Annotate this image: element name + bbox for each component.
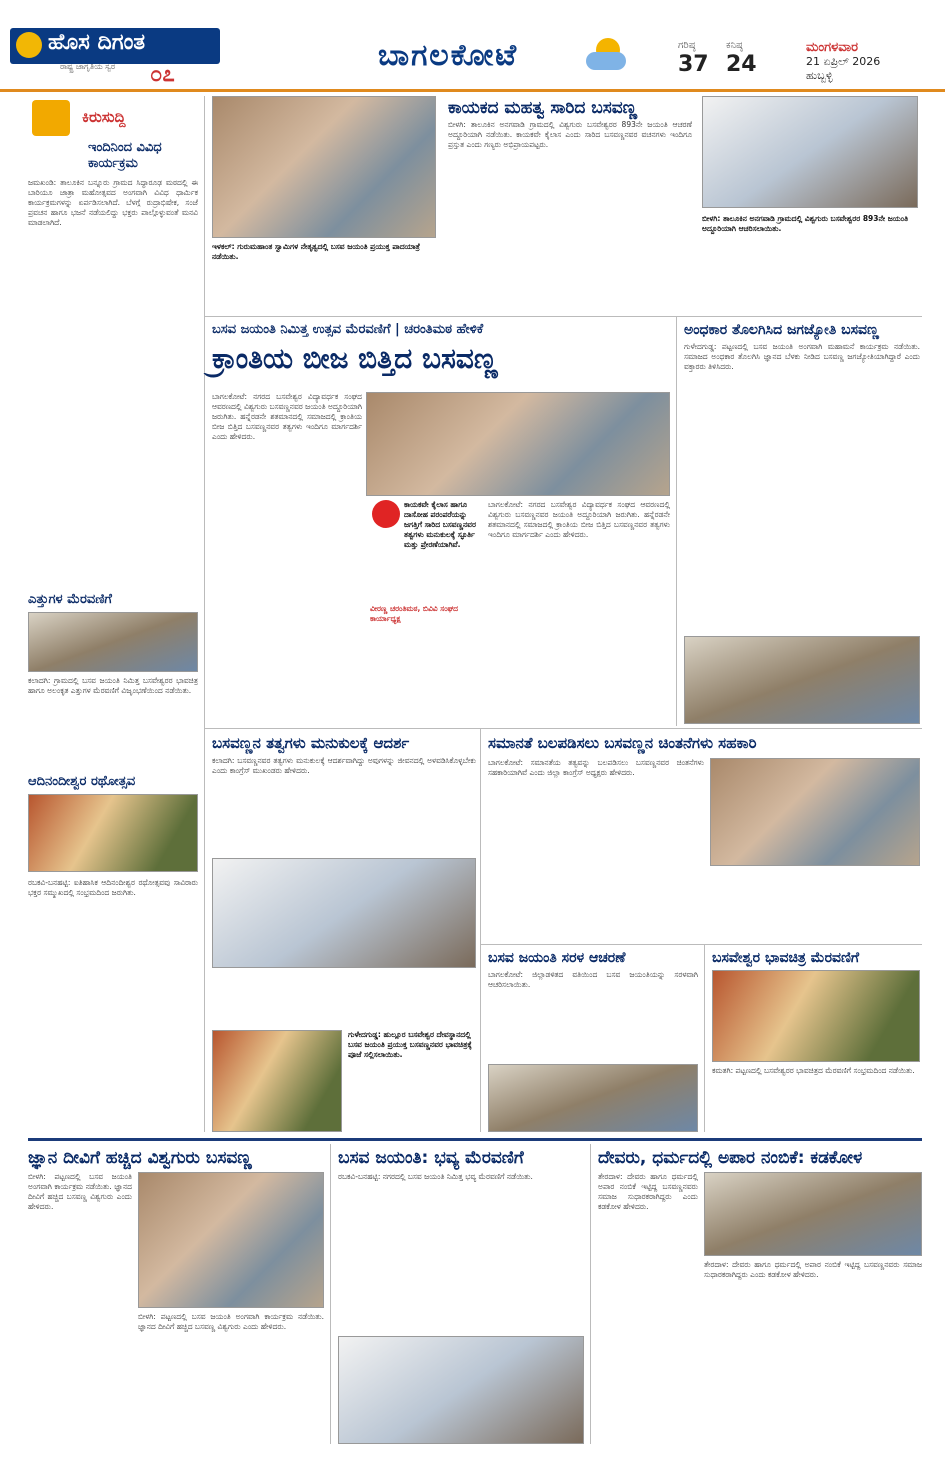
date-block — [806, 40, 880, 83]
section-divider — [480, 944, 922, 945]
felicitation-photo — [710, 758, 920, 866]
story-body: ಬಾಗಲಕೋಟೆ: ಸಮಾನತೆಯ ತತ್ವವನ್ನು ಬಲಪಡಿಸಲು ಬಸವಣ್ಣನವರ ಚಿಂತನೆಗಳು ಸಹಕಾರಿಯಾಗಿವೆ ಎಂದು ಜಿಲ್ಲಾ ಕಾಂಗ್ರೆಸ್ ಅಧ್ಯಕ್ಷರು ಹೇಳಿದರು. — [488, 758, 704, 777]
section-divider — [204, 316, 922, 317]
story-body: ಗುಳೇದಗುಡ್ಡ: ಪಟ್ಟಣದಲ್ಲಿ ಬಸವ ಜಯಂತಿ ಅಂಗವಾಗಿ ಮಹಾಮನೆ ಕಾರ್ಯಕ್ರಮ ನಡೆಯಿತು. ಸಮಾಜದ ಅಂಧಕಾರ ತೊಲಗಿಸಿ ಜ್ಞಾನದ ಬೆಳಕು ನೀಡಿದ ಬಸವಣ್ಣ ಜಗಜ್ಯೋತಿಯಾಗಿದ್ದಾರೆ ಎಂದು ವಕ್ತಾರರು ತಿಳಿಸಿದರು. — [684, 342, 920, 371]
story-body: ಜಮಖಂಡಿ: ತಾಲೂಕಿನ ಬನ್ನೂರು ಗ್ರಾಮದ ಸಿದ್ಧಾರೂಢ ಮಠದಲ್ಲಿ ಈ ಬಾರಿಯೂ ಜಾತ್ರಾ ಮಹೋತ್ಸವದ ಅಂಗವಾಗಿ ವಿವಿಧ ಧಾರ್ಮಿಕ ಕಾರ್ಯಕ್ರಮಗಳನ್ನು ಏರ್ಪಡಿಸಲಾಗಿದೆ. ಬೆಳಗ್ಗೆ ರುದ್ರಾಭಿಷೇಕ, ಸಂಜೆ ಪ್ರವಚನ ಹಾಗೂ ಭಜನೆ ನಡೆಯಲಿದ್ದು ಭಕ್ತರು ಪಾಲ್ಗೊಳ್ಳುವಂತೆ ಮನವಿ ಮಾಡಲಾಗಿದೆ. — [28, 178, 198, 227]
cloud-icon — [586, 52, 626, 70]
story-body: ಬಾಗಲಕೋಟೆ: ಜಿಲ್ಲಾಡಳಿತದ ವತಿಯಿಂದ ಬಸವ ಜಯಂತಿಯನ್ನು ಸರಳವಾಗಿ ಆಚರಿಸಲಾಯಿತು. — [488, 970, 698, 989]
ceremony-photo — [138, 1172, 324, 1308]
story-title: ಇಂದಿನಿಂದ ವಿವಿಧ ಕಾರ್ಯಕ್ರಮ — [88, 140, 162, 171]
logo-emblem-icon — [16, 32, 42, 58]
lead-body: ಬಾಗಲಕೋಟೆ: ನಗರದ ಬಸವೇಶ್ವರ ವಿದ್ಯಾವರ್ಧಕ ಸಂಘದ ಆವರಣದಲ್ಲಿ ವಿಶ್ವಗುರು ಬಸವಣ್ಣನವರ ಜಯಂತಿ ಅದ್ದೂರಿಯಾಗಿ ಜರುಗಿತು. ಹನ್ನೆರಡನೇ ಶತಮಾನದಲ್ಲಿ ಸಮಾಜದಲ್ಲಿ ಕ್ರಾಂತಿಯ ಬೀಜ ಬಿತ್ತಿದ ಬಸವಣ್ಣನವರ ತತ್ವಗಳು ಇಂದಿಗೂ ಮಾರ್ಗದರ್ಶಿ ಎಂದು ಹೇಳಿದರು. — [212, 392, 362, 441]
story-body-cont: ಬೀಳಗಿ: ಪಟ್ಟಣದಲ್ಲಿ ಬಸವ ಜಯಂತಿ ಅಂಗವಾಗಿ ಕಾರ್ಯಕ್ರಮ ನಡೆಯಿತು. ಜ್ಞಾನದ ದೀವಿಗೆ ಹಚ್ಚಿದ ಬಸವಣ್ಣ ವಿಶ್ವಗುರು ಎಂದು ಹೇಳಿದರು. — [138, 1312, 324, 1331]
section-divider — [204, 728, 922, 729]
story-title: ಎತ್ತುಗಳ ಮೆರವಣಿಗೆ — [28, 592, 112, 607]
story-body: ತೇರದಾಳ: ದೇವರು ಹಾಗೂ ಧರ್ಮದಲ್ಲಿ ಅಪಾರ ನಂಬಿಕೆ ಇಟ್ಟಿದ್ದ ಬಸವಣ್ಣನವರು ಸಮಾಜ ಸುಧಾರಕರಾಗಿದ್ದರು ಎಂದು ಕಡಕೋಳ ಹೇಳಿದರು. — [598, 1172, 698, 1211]
pull-quote: ಕಾಯಕವೇ ಕೈಲಾಸ ಹಾಗೂ ದಾಸೋಹ ಪರಂಪರೆಯನ್ನು ಜಗತ್ತಿಗೆ ಸಾರಿದ ಬಸವಣ್ಣನವರ ತತ್ವಗಳು ಮನುಕುಲಕ್ಕೆ ಸ್ಫೂರ್ತಿ ಮತ್ತು ಪ್ರೇರಣೆಯಾಗಿವೆ. — [404, 500, 476, 549]
max-temp: 37 — [678, 52, 709, 77]
newspaper-logo: ಹೊಸ ದಿಗಂತ — [10, 28, 220, 64]
lead-kicker: ಬಸವ ಜಯಂತಿ ನಿಮಿತ್ತ ಉತ್ಸವ ಮೆರವಣಿಗೆ | ಚರಂತಿಮಠ ಹೇಳಿಕೆ — [212, 322, 484, 337]
story-title: ಜ್ಞಾನ ದೀವಿಗೆ ಹಚ್ಚಿದ ವಿಶ್ವಗುರು ಬಸವಣ್ಣ — [28, 1148, 252, 1168]
story-body: ಕಲಾದಗಿ: ಬಸವಣ್ಣನವರ ತತ್ವಗಳು ಮನುಕುಲಕ್ಕೆ ಆದರ್ಶವಾಗಿದ್ದು ಅವುಗಳನ್ನು ಜೀವನದಲ್ಲಿ ಅಳವಡಿಸಿಕೊಳ್ಳಬೇಕು ಎಂದು ಕಾಂಗ್ರೆಸ್ ಮುಖಂಡರು ಹೇಳಿದರು. — [212, 756, 476, 775]
pooja-photo — [212, 1030, 342, 1132]
lead-photo — [366, 392, 670, 496]
photo-caption: ಬೀಳಗಿ: ತಾಲೂಕಿನ ಅನಗವಾಡಿ ಗ್ರಾಮದಲ್ಲಿ ವಿಶ್ವಗುರು ಬಸವೇಶ್ವರರ 893ನೇ ಜಯಂತಿ ಅದ್ದೂರಿಯಾಗಿ ಆಚರಿಸಲಾಯಿತು. — [702, 214, 909, 233]
story-title: ಆದಿನಂದೀಶ್ವರ ರಥೋತ್ಸವ — [28, 774, 136, 789]
quote-icon — [372, 500, 400, 528]
story-body: ಕಮತಗಿ: ಪಟ್ಟಣದಲ್ಲಿ ಬಸವೇಶ್ವರರ ಭಾವಚಿತ್ರದ ಮೆರವಣಿಗೆ ಸಂಭ್ರಮದಿಂದ ನಡೆಯಿತು. — [712, 1066, 915, 1075]
column-divider — [676, 316, 677, 726]
story-body: ಕಲಾದಗಿ: ಗ್ರಾಮದಲ್ಲಿ ಬಸವ ಜಯಂತಿ ನಿಮಿತ್ತ ಬಸವೇಶ್ವರರ ಭಾವಚಿತ್ರ ಹಾಗೂ ಅಲಂಕೃತ ಎತ್ತುಗಳ ಮೆರವಣಿಗೆ ವಿಜೃಂಭಣೆಯಿಂದ ನಡೆಯಿತು. — [28, 676, 198, 695]
chariot-photo — [28, 794, 198, 872]
story-body-cont: ತೇರದಾಳ: ದೇವರು ಹಾಗೂ ಧರ್ಮದಲ್ಲಿ ಅಪಾರ ನಂಬಿಕೆ ಇಟ್ಟಿದ್ದ ಬಸವಣ್ಣನವರು ಸಮಾಜ ಸುಧಾರಕರಾಗಿದ್ದರು ಎಂದು ಕಡಕೋಳ ಹೇಳಿದರು. — [704, 1260, 922, 1279]
officials-photo — [488, 1064, 698, 1132]
group-photo — [212, 858, 476, 968]
edition: ಹುಬ್ಬಳ್ಳಿ — [806, 69, 833, 82]
edition-city: ಬಾಗಲಕೋಟೆ — [378, 38, 519, 73]
temple-gathering-photo — [702, 96, 918, 208]
story-title: ಕಾಯಕದ ಮಹತ್ವ ಸಾರಿದ ಬಸವಣ್ಣ — [448, 98, 638, 118]
section-badge: ಕಿರುಸುದ್ದಿ — [82, 108, 126, 126]
story-body: ಬೀಳಗಿ: ತಾಲೂಕಿನ ಅನಗವಾಡಿ ಗ್ರಾಮದಲ್ಲಿ ವಿಶ್ವಗುರು ಬಸವೇಶ್ವರರ 893ನೇ ಜಯಂತಿ ಆಚರಣೆ ಅದ್ದೂರಿಯಾಗಿ ನಡೆಯಿತು. ಕಾಯಕವೇ ಕೈಲಾಸ ಎಂದು ಸಾರಿದ ಬಸವಣ್ಣನವರ ವಚನಗಳು ಇಂದಿಗೂ ಪ್ರಸ್ತುತ ಎಂದು ಗಣ್ಯರು ಅಭಿಪ್ರಾಯಪಟ್ಟರು. — [448, 120, 692, 149]
max-temp-label: ಗರಿಷ್ಠ — [678, 40, 696, 51]
stage-photo — [684, 636, 920, 724]
min-temp-label: ಕನಿಷ್ಠ — [726, 40, 743, 51]
page-number: ೦೭ — [150, 62, 175, 87]
lead-headline: ಕ್ರಾಂತಿಯ ಬೀಜ ಬಿತ್ತಿದ ಬಸವಣ್ಣ — [212, 342, 498, 375]
story-title: ದೇವರು, ಧರ್ಮದಲ್ಲಿ ಅಪಾರ ನಂಬಿಕೆ: ಕಡಕೋಳ — [598, 1148, 863, 1168]
story-title: ಅಂಧಕಾರ ತೊಲಗಿಸಿದ ಜಗಜ್ಯೋತಿ ಬಸವಣ್ಣ — [684, 322, 879, 338]
column-divider — [590, 1144, 591, 1444]
column-divider — [480, 728, 481, 1132]
story-title: ಬಸವ ಜಯಂತಿ ಸರಳ ಆಚರಣೆ — [488, 950, 626, 966]
photo-caption: ಇಳಕಲ್: ಗುರುಮಹಾಂತ ಸ್ವಾಮಿಗಳ ನೇತೃತ್ವದಲ್ಲಿ ಬಸವ ಜಯಂತಿ ಪ್ರಯುಕ್ತ ಪಾದಯಾತ್ರೆ ನಡೆಯಿತು. — [212, 242, 420, 261]
story-body: ರಬಕವಿ-ಬನಹಟ್ಟಿ: ನಗರದಲ್ಲಿ ಬಸವ ಜಯಂತಿ ನಿಮಿತ್ತ ಭವ್ಯ ಮೆರವಣಿಗೆ ನಡೆಯಿತು. — [338, 1172, 533, 1181]
photo-caption: ಗುಳೇದಗುಡ್ಡ: ಹುಲ್ಲೂರ ಬಸವೇಶ್ವರ ದೇವಸ್ಥಾನದಲ್ಲಿ ಬಸವ ಜಯಂತಿ ಪ್ರಯುಕ್ತ ಬಸವಣ್ಣನವರ ಭಾವಚಿತ್ರಕ್ಕೆ ಪೂಜೆ ಸಲ್ಲಿಸಲಾಯಿತು. — [348, 1030, 472, 1059]
tagline: ರಾಷ್ಟ್ರ ಜಾಗೃತಿಯ ಸ್ವರ — [60, 62, 116, 71]
story-title: ಬಸವ ಜಯಂತಿ: ಭವ್ಯ ಮೆರವಣಿಗೆ — [338, 1148, 524, 1168]
portrait-procession-photo — [712, 970, 920, 1062]
procession-photo — [28, 612, 198, 672]
story-title: ಸಮಾನತೆ ಬಲಪಡಿಸಲು ಬಸವಣ್ಣನ ಚಿಂತನೆಗಳು ಸಹಕಾರಿ — [488, 734, 757, 752]
padayatra-photo — [212, 96, 436, 238]
procession-photo — [338, 1336, 584, 1444]
story-title: ಬಸವಣ್ಣನ ತತ್ವಗಳು ಮನುಕುಲಕ್ಕೆ ಆದರ್ಶ — [212, 734, 410, 752]
story-body: ರಬಕವಿ-ಬನಹಟ್ಟಿ: ಐತಿಹಾಸಿಕ ಆದಿನಂದೀಶ್ವರ ರಥೋತ್ಸವವು ಸಾವಿರಾರು ಭಕ್ತರ ಸಮ್ಮುಖದಲ್ಲಿ ಸಂಭ್ರಮದಿಂದ ಜರುಗಿತು. — [28, 878, 198, 897]
lead-body-cont: ಬಾಗಲಕೋಟೆ: ನಗರದ ಬಸವೇಶ್ವರ ವಿದ್ಯಾವರ್ಧಕ ಸಂಘದ ಆವರಣದಲ್ಲಿ ವಿಶ್ವಗುರು ಬಸವಣ್ಣನವರ ಜಯಂತಿ ಅದ್ದೂರಿಯಾಗಿ ಜರುಗಿತು. ಹನ್ನೆರಡನೇ ಶತಮಾನದಲ್ಲಿ ಸಮಾಜದಲ್ಲಿ ಕ್ರಾಂತಿಯ ಬೀಜ ಬಿತ್ತಿದ ಬಸವಣ್ಣನವರ ತತ್ವಗಳು ಇಂದಿಗೂ ಮಾರ್ಗದರ್ಶಿ ಎಂದು ಹೇಳಿದರು. — [488, 500, 670, 539]
column-divider — [330, 1144, 331, 1444]
story-body: ಬೀಳಗಿ: ಪಟ್ಟಣದಲ್ಲಿ ಬಸವ ಜಯಂತಿ ಅಂಗವಾಗಿ ಕಾರ್ಯಕ್ರಮ ನಡೆಯಿತು. ಜ್ಞಾನದ ದೀವಿಗೆ ಹಚ್ಚಿದ ಬಸವಣ್ಣ ವಿಶ್ವಗುರು ಎಂದು ಹೇಳಿದರು. — [28, 1172, 132, 1211]
hand-icon — [32, 100, 70, 136]
column-divider — [704, 944, 705, 1132]
bottom-rule — [28, 1138, 922, 1141]
date: 21 ಏಪ್ರಿಲ್ 2026 — [806, 55, 881, 68]
quote-author: ವೀರಣ್ಣ ಚರಂತಿಮಠ, ಬಿವಿವಿ ಸಂಘದ ಕಾರ್ಯಾಧ್ಯಕ್ಷ — [370, 604, 459, 623]
weekday: ಮಂಗಳವಾರ — [806, 40, 859, 55]
column-divider — [204, 96, 205, 1132]
story-title: ಬಸವೇಶ್ವರ ಭಾವಚಿತ್ರ ಮೆರವಣಿಗೆ — [712, 950, 860, 966]
min-temp: 24 — [726, 52, 757, 77]
event-photo — [704, 1172, 922, 1256]
